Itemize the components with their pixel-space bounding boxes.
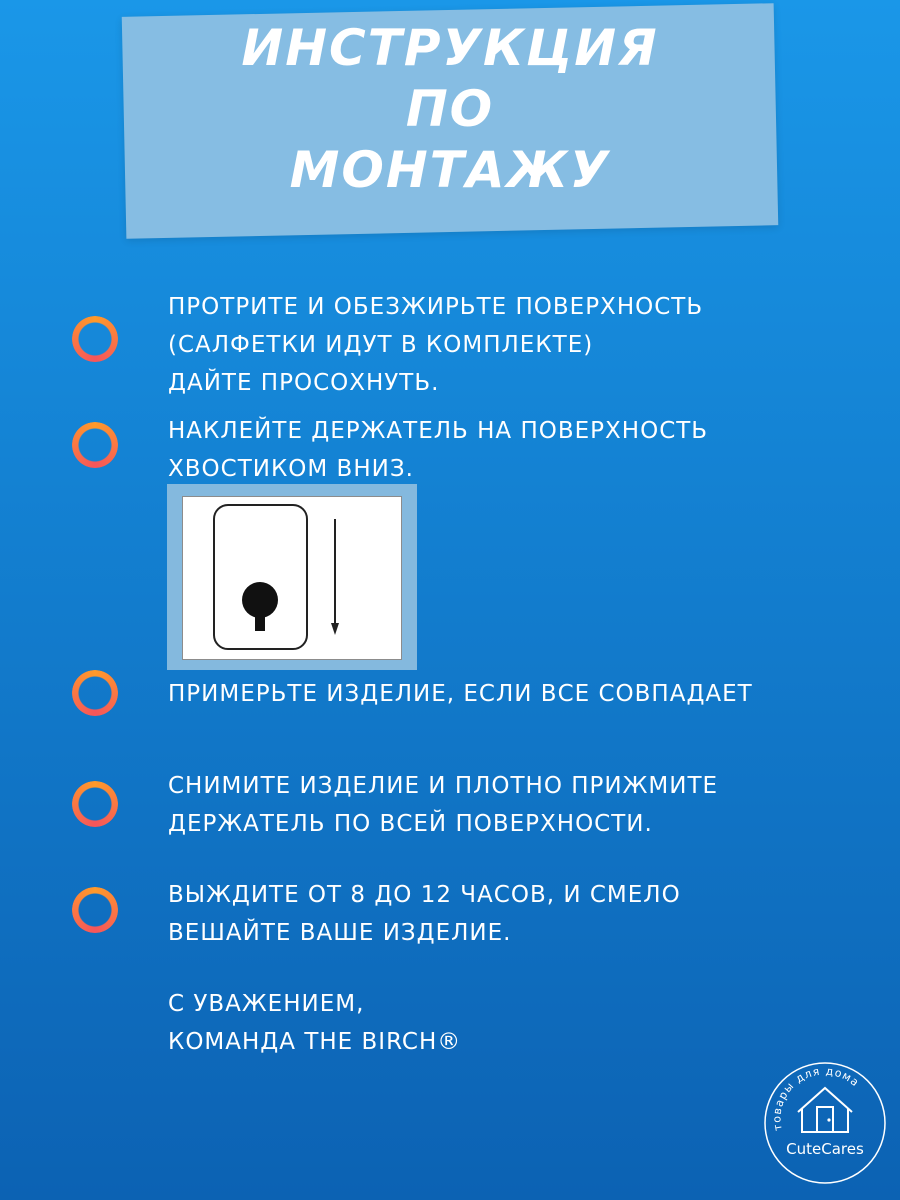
ring-bullet-icon: [72, 670, 118, 716]
step-3: [168, 675, 753, 713]
signature-line-2: КОМАНДА THE BIRCH®: [168, 1029, 462, 1055]
step-1: [168, 288, 703, 402]
holder-diagram-icon: [183, 497, 401, 659]
step-1-line-3: ДАЙТЕ ПРОСОХНУТЬ.: [168, 370, 440, 396]
holder-diagram: [182, 496, 402, 660]
ring-bullet-icon: [72, 781, 118, 827]
signature: [168, 985, 461, 1061]
step-1-line-2: (САЛФЕТКИ ИДУТ В КОМПЛЕКТЕ): [168, 332, 594, 358]
step-2-line-1: НАКЛЕЙТЕ ДЕРЖАТЕЛЬ НА ПОВЕРХНОСТЬ: [168, 418, 709, 444]
house-icon: [798, 1088, 852, 1132]
step-4: [168, 767, 718, 843]
step-2-line-2: ХВОСТИКОМ ВНИЗ.: [168, 456, 414, 482]
logo-arc-text: товары для дома: [770, 1064, 862, 1132]
ring-bullet-icon: [72, 316, 118, 362]
title-line-1: ИНСТРУКЦИЯ: [241, 19, 659, 77]
page-title: [124, 18, 776, 201]
logo-name: CuteCares: [786, 1140, 864, 1158]
step-5: [168, 876, 681, 952]
step-3-line-1: ПРИМЕРЬТЕ ИЗДЕЛИЕ, ЕСЛИ ВСЕ СОВПАДАЕТ: [168, 681, 753, 707]
signature-line-1: С УВАЖЕНИЕМ,: [168, 991, 365, 1017]
step-5-line-2: ВЕШАЙТЕ ВАШЕ ИЗДЕЛИЕ.: [168, 920, 512, 946]
step-1-line-1: ПРОТРИТЕ И ОБЕЗЖИРЬТЕ ПОВЕРХНОСТЬ: [168, 294, 704, 320]
ring-bullet-icon: [72, 887, 118, 933]
step-2: [168, 412, 708, 488]
step-4-line-1: СНИМИТЕ ИЗДЕЛИЕ И ПЛОТНО ПРИЖМИТЕ: [168, 773, 719, 799]
ring-bullet-icon: [72, 422, 118, 468]
cutecares-logo: [762, 1060, 888, 1186]
step-5-line-1: ВЫЖДИТЕ ОТ 8 ДО 12 ЧАСОВ, И СМЕЛО: [168, 882, 681, 908]
step-4-line-2: ДЕРЖАТЕЛЬ ПО ВСЕЙ ПОВЕРХНОСТИ.: [168, 811, 653, 837]
arrow-down-icon: [331, 623, 339, 635]
title-line-3: МОНТАЖУ: [289, 141, 611, 199]
title-line-2: ПО: [405, 80, 495, 138]
